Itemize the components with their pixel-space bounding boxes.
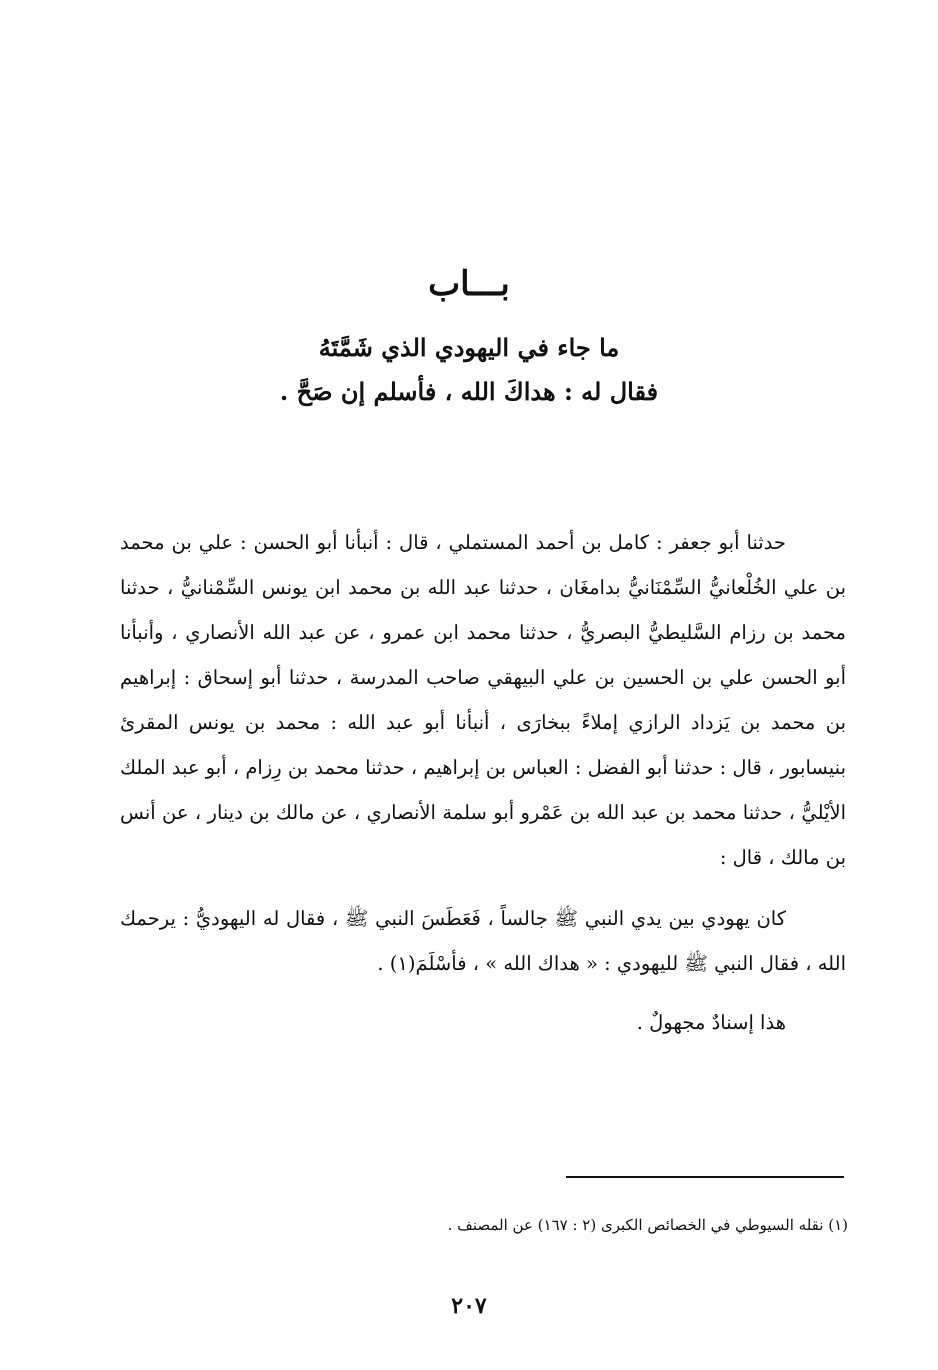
footnote: (١) نقله السيوطي في الخصائص الكبرى (٢ : ١٦٧) عن المصنف . <box>447 1216 848 1234</box>
chapter-title-line-2: فقال له : هداكَ الله ، فأسلم إن صَحَّ . <box>279 377 659 406</box>
footnote-divider <box>566 1176 844 1178</box>
chapter-title <box>150 326 788 414</box>
chapter-heading: بـــاب <box>428 264 510 304</box>
hadith-paragraph: كان يهودي بين يدي النبي ﷺ جالساً ، فَعَطَسَ النبي ﷺ ، فقال له اليهوديُّ : يرحمك الله ، فقال النبي ﷺ لليهودي : « هداك الله » ، فأسْلَمَ(١) . <box>120 907 846 975</box>
page-number: ٢٠٧ <box>451 1293 487 1319</box>
grading-paragraph: هذا إسنادٌ مجهولٌ . <box>636 1011 786 1034</box>
isnad-paragraph: حدثنا أبو جعفر : كامل بن أحمد المستملي ، قال : أنبأنا أبو الحسن : علي بن محمد بن علي الخُلْعانيُّ السِّمْنَانيُّ بدامغَان ، حدثنا عبد الله بن محمد ابن يونس السِّمْنانيُّ ، حدثنا محمد بن رزام السَّليطيُّ البصريُّ ، حدثنا محمد ابن عمرو ، عن عبد الله الأنصاري ، وأنبأنا أبو الحسن علي بن الحسين بن علي البيهقي صاحب المدرسة ، حدثنا أبو إسحاق : إبراهيم بن محمد بن يَزداد الرازي إملاءً ببخارَى ، أنبأنا أبو عبد الله : محمد بن يونس المقرئ بنيسابور ، قال : حدثنا أبو الفضل : العباس بن إبراهيم ، حدثنا محمد بن رِزام ، أبو عبد الملك الأيْليُّ ، حدثنا محمد بن عبد الله بن عَمْرو أبو سلمة الأنصاري ، عن مالك بن دينار ، عن أنس بن مالك ، قال : <box>120 531 846 869</box>
main-text <box>120 520 846 1045</box>
chapter-title-line-1: ما جاء في اليهودي الذي شَمَّتَهُ <box>318 333 620 362</box>
